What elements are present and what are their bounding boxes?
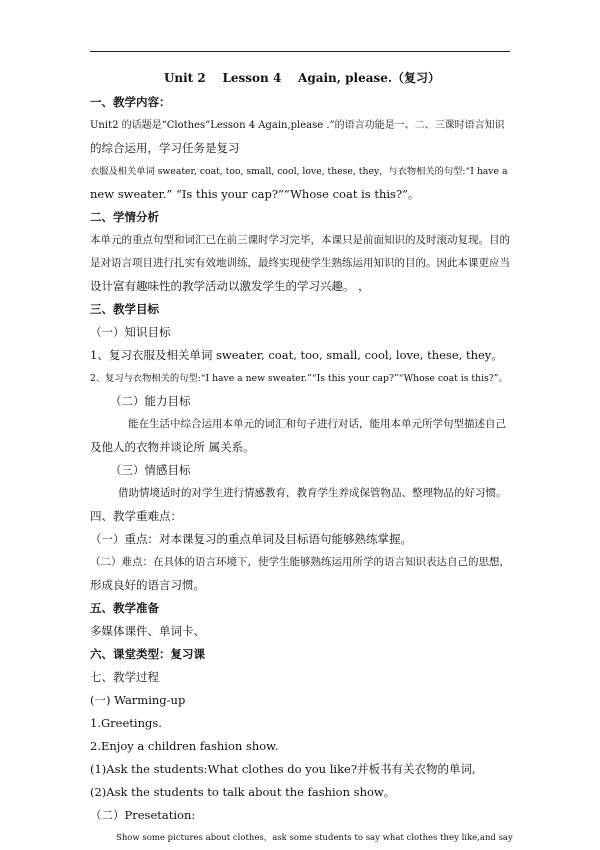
section-heading-preparation: 五、教学准备 xyxy=(90,601,159,615)
paragraph-line: （二）难点：在具体的语言环境下，使学生能够熟练运用所学的语言知识表达自己的思想， xyxy=(90,556,510,568)
paragraph-line: 设计富有趣味性的教学活动以激发学生的学习兴趣。 ， xyxy=(90,279,370,293)
paragraph-line: 1、复习衣服及相关单词 sweater, coat, too, small, cool, love, these, they。 xyxy=(90,348,503,362)
header-rule xyxy=(90,51,510,52)
document-body xyxy=(90,69,514,850)
paragraph-line: 1.Greetings. xyxy=(90,716,162,730)
subheading-ability: （二）能力目标 xyxy=(110,394,191,408)
paragraph-line: 借助情境适时的对学生进行情感教育，教育学生养成保管物品、整理物品的好习惯。 xyxy=(118,487,507,499)
paragraph-line: new sweater.” “Is this your cap?”“Whose coat is this?”。 xyxy=(90,187,420,201)
paragraph-line: 及他人的衣物并谈论所 属关系。 xyxy=(90,440,255,454)
paragraph-line: 形成良好的语言习惯。 xyxy=(90,578,205,592)
paragraph-line: 是对语言项目进行扎实有效地训练，最终实现使学生熟练运用知识的目的。因此本课更应当 xyxy=(90,257,510,269)
section-heading-analysis: 二、学情分析 xyxy=(90,210,159,224)
paragraph-line: 衣服及相关单词 sweater, coat, too, small, cool, love, these, they，与衣物相关的句型:“I have a xyxy=(90,166,508,177)
paragraph-line: (1)Ask the students:What clothes do you like?并板书有关衣物的单词, xyxy=(90,762,476,776)
paragraph-line: (2)Ask the students to talk about the fashion show。 xyxy=(90,785,396,799)
document-title: Unit 2 Lesson 4 Again, please.（复习） xyxy=(163,71,441,85)
paragraph-line: 能在生活中综合运用本单元的词汇和句子进行对话，能用本单元所学句型描述自己 xyxy=(128,418,506,430)
section-heading-lesson-type: 六、课堂类型：复习课 xyxy=(90,647,205,661)
paragraph-line: 多媒体课件、单词卡、 xyxy=(90,624,205,638)
paragraph-line: Show some pictures about clothes，ask some students to say what clothes they like,and say xyxy=(116,833,513,843)
section-heading-key-points: 四、教学重难点： xyxy=(90,509,182,523)
paragraph-line: 的综合运用，学习任务是复习 xyxy=(90,141,240,155)
paragraph-line: Unit2 的话题是“Clothes”Lesson 4 Again,please .”的语言功能是一、二、三课时语言知识 xyxy=(90,120,505,131)
section-heading-objectives: 三、教学目标 xyxy=(90,302,159,316)
section-heading-procedure: 七、教学过程 xyxy=(90,670,159,684)
step-heading-presentation: （二）Presetation: xyxy=(90,808,196,822)
paragraph-line: 2、复习与衣物相关的句型:“I have a new sweater.”“Is this your cap?”“Whose coat is this?”。 xyxy=(90,373,508,384)
section-heading-content: 一、教学内容： xyxy=(90,95,171,109)
step-heading-warming-up: (一) Warming-up xyxy=(90,693,186,707)
paragraph-line: 本单元的重点句型和词汇已在前三课时学习完毕，本课只是前面知识的及时滚动复现。目的 xyxy=(90,234,510,246)
paragraph-line: （一）重点：对本课复习的重点单词及目标语句能够熟练掌握。 xyxy=(90,532,412,546)
subheading-emotion: （三）情感目标 xyxy=(110,463,191,477)
paragraph-line: 2.Enjoy a children fashion show. xyxy=(90,739,279,753)
subheading-knowledge: （一）知识目标 xyxy=(90,325,171,339)
